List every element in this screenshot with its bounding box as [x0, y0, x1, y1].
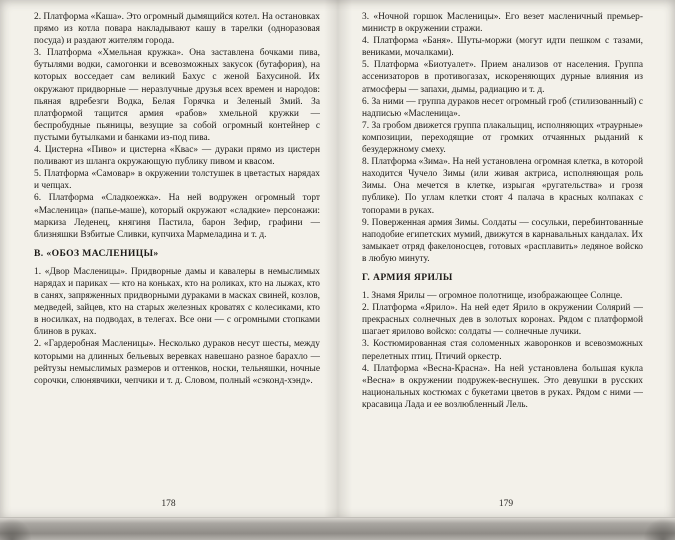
book-bottom-edge — [0, 517, 675, 540]
list-item: 3. Костюмированная стая соломенных жаворонков и всевозможных перелетных птиц. Птичий оркестр. — [362, 339, 643, 362]
page-right-number: 179 — [498, 499, 514, 509]
page-right-text — [362, 11, 643, 481]
list-item: 1. «Двор Масленицы». Придворные дамы и кавалеры в немыслимых нарядах и париках — кто на коньках, кто на роликах, кто на лыжах, кто в санях, запряженных придворными дураками в масках свиней, козлов, медведей, зайцев, кто на старых железных кроватях с колесиками, кто в носилках, на подводах, в телегах. Все они — с огромными стопками блинов в руках. — [34, 266, 320, 338]
list-item: 6. За ними — группа дураков несет огромный гроб (стилизованный) с надписью «Масленица». — [362, 96, 643, 119]
page-right — [337, 0, 675, 518]
section-heading: В. «ОБОЗ МАСЛЕНИЦЫ» — [34, 247, 159, 259]
list-item: 4. Цистерна «Пиво» и цистерна «Квас» — дураки прямо из цистерн поливают из шланга окружающую публику пивом и квасом. — [34, 145, 320, 168]
list-item: 3. Платформа «Хмельная кружка». Она заставлена бочками пива, бутылями водки, самогонки и всевозможных закусок (бутафория), на которых восседает сам великий Бахус с женой Бахусиной. Их окружают придворные — неразлучные друзья всех времен и народов: пьяная вдребезги Водка, Белая Горячка и Зеленый Змий. За платформой тащится армия «рабов» хмельной кружки — беспробудные пьяницы, везущие за собой огромный контейнер с пустыми бутылками и банками из-под пива. — [34, 48, 320, 143]
list-item: 5. Платформа «Самовар» в окружении толстушек в цветастых нарядах и чепцах. — [34, 169, 320, 192]
list-item: 1. Знамя Ярилы — огромное полотнище, изображающее Солнце. — [362, 291, 623, 302]
list-item: 3. «Ночной горшок Масленицы». Его везет масленичный премьер-министр в окружении стражи. — [362, 12, 643, 35]
list-item: 4. Платформа «Весна-Красна». На ней установлена большая кукла «Весна» в окружении подружек-веснушек. Это девушки в русских национальных костюмах с букетами цветов в руках. Рядом с ними — красавица Лада и ее возлюбленный Лель. — [362, 363, 643, 410]
list-item: 2. «Гардеробная Масленицы». Несколько дураков несут шесты, между которыми на длинных бельевых веревках навешано разное барахло — рейтузы немыслимых размеров и оттенков, носки, тельняшки, ночные сорочки, слюнявчики, чепчики и т. д. Словом, полный «сэконд-хэнд». — [34, 339, 320, 386]
page-left-text — [34, 11, 320, 481]
list-item: 2. Платформа «Каша». Это огромный дымящийся котел. На остановках прямо из котла повара накладывают кашу в тарелки (одноразовая посуда) и раздают жителям города. — [34, 12, 320, 47]
list-item: 6. Платформа «Сладкоежка». На ней водружен огромный торт «Масленица» (папье-маше), который окружают «сладкие» персонажи: маркиза Леденец, княгиня Пастила, барон Зефир, графини — близняшки Взбитые Сливки, купчиха Мармеладина и т. д. — [34, 193, 320, 240]
list-item: 7. За гробом движется группа плакальщиц, исполняющих «траурные» композиции, переходящие от громких отчаянных рыданий к безудержному смеху. — [362, 120, 643, 156]
page-left — [0, 0, 337, 518]
list-item: 2. Платформа «Ярило». На ней едет Ярило в окружении Солярий — прекрасных солнечных дев в золотых коронах. Рядом с платформой шагает ярилово войско: солдаты — солнечные лучики. — [362, 303, 643, 338]
list-item: 4. Платформа «Баня». Шуты-моржи (могут идти пешком с тазами, вениками, мочалками). — [362, 36, 643, 59]
list-item: 8. Платформа «Зима». На ней установлена огромная клетка, в которой находится Чучело Зимы (или живая актриса, исполняющая роль Зимы. Она мечется в клетке, изрыгая «ругательства» и грозя публике). По углам клетки стоят 4 палача в красных колпаках с топорами в руках. — [362, 157, 643, 216]
list-item: 5. Платформа «Биотуалет». Прием анализов от населения. Группа ассенизаторов в противогазах, искореняющих дурные влияния из атмосферы — запахи, дымы, радиацию и т. д. — [362, 60, 643, 95]
section-heading: Г. АРМИЯ ЯРИЛЫ — [362, 271, 453, 283]
list-item: 9. Поверженная армия Зимы. Солдаты — сосульки, перебинтованные наподобие египетских мумий, движутся в карнавальных кандалах. Их замыкает отряд факелоносцев, готовых «расплавить» ледяное войско в любую минуту. — [362, 217, 643, 264]
page-left-number: 178 — [161, 499, 176, 509]
